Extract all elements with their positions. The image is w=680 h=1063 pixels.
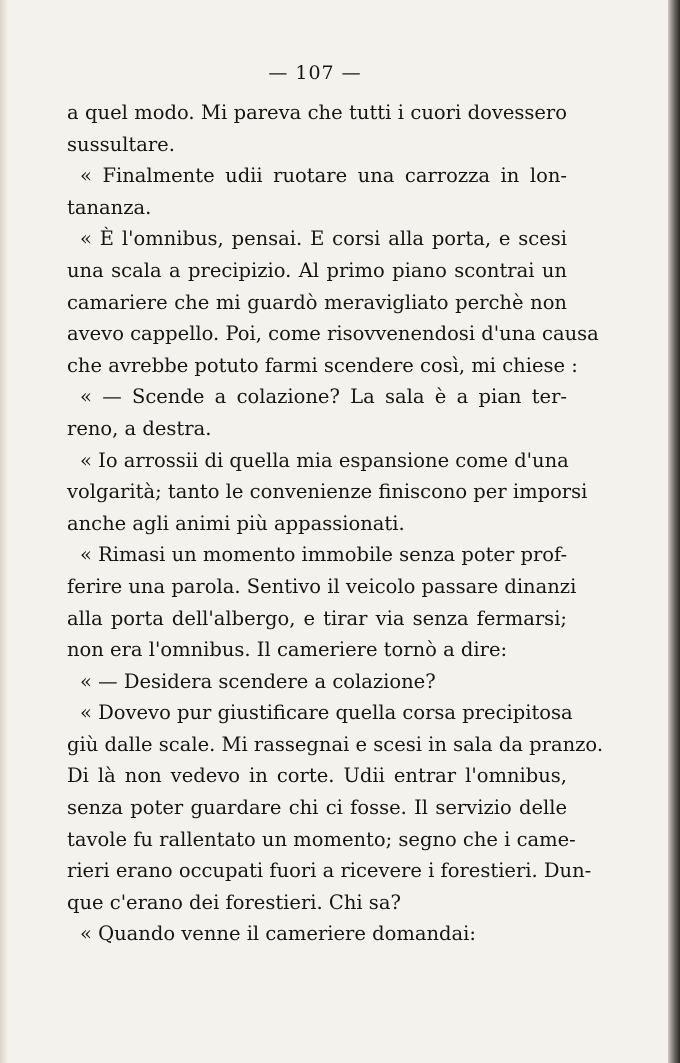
text-line: giù dalle scale. Mi rassegnai e scesi in sala da pranzo. — [67, 732, 604, 756]
text-line: que c'erano dei forestieri. Chi sa? — [67, 890, 401, 914]
text-line: avevo cappello. Poi, come risovvenendosi d'una causa — [67, 322, 599, 346]
text-line: non era l'omnibus. Il cameriere tornò a dire: — [67, 638, 508, 662]
text-line: « Io arrossii di quella mia espansione come d'una — [80, 448, 569, 472]
text-line: « Quando venne il cameriere domandai: — [80, 922, 476, 946]
text-line: reno, a destra. — [67, 416, 212, 440]
text-line: tavole fu rallentato un momento; segno che i came- — [67, 827, 576, 851]
text-line: Di là non vedevo in corte. Udii entrar l'omnibus, — [67, 764, 567, 788]
text-line: tananza. — [67, 195, 152, 219]
text-line: « Rimasi un momento immobile senza poter prof- — [80, 543, 568, 567]
text-line: « Dovevo pur giustificare quella corsa precipitosa — [80, 701, 573, 725]
text-line: una scala a precipizio. Al primo piano scontrai un — [67, 258, 567, 282]
text-line: sussultare. — [67, 132, 175, 156]
text-line: a quel modo. Mi pareva che tutti i cuori dovessero — [67, 101, 567, 124]
text-line: camariere che mi guardò meravigliato perchè non — [67, 290, 567, 314]
text-line: « — Desidera scendere a colazione? — [80, 669, 436, 693]
text-line: « — Scende a colazione? La sala è a pian ter- — [80, 385, 567, 409]
text-line: che avrebbe potuto farmi scendere così, mi chiese : — [67, 353, 578, 377]
page-left-edge — [0, 0, 8, 1063]
text-line: rieri erano occupati fuori a ricevere i forestieri. Dun- — [67, 859, 592, 883]
text-line: senza poter guardare chi ci fosse. Il servizio delle — [67, 796, 567, 820]
body-text — [67, 97, 604, 950]
text-line: « Finalmente udii ruotare una carrozza in lon- — [80, 164, 567, 188]
page-number: — 107 — — [268, 62, 362, 84]
text-line: alla porta dell'albergo, e tirar via senza fermarsi; — [67, 606, 567, 630]
text-line: anche agli animi più appassionati. — [67, 511, 405, 535]
page-right-edge — [668, 0, 680, 1063]
text-line: ferire una parola. Sentivo il veicolo passare dinanzi — [67, 574, 577, 598]
text-line: « È l'omnibus, pensai. E corsi alla porta, e scesi — [80, 227, 567, 251]
text-line: volgarità; tanto le convenienze finiscono per imporsi — [67, 480, 588, 504]
